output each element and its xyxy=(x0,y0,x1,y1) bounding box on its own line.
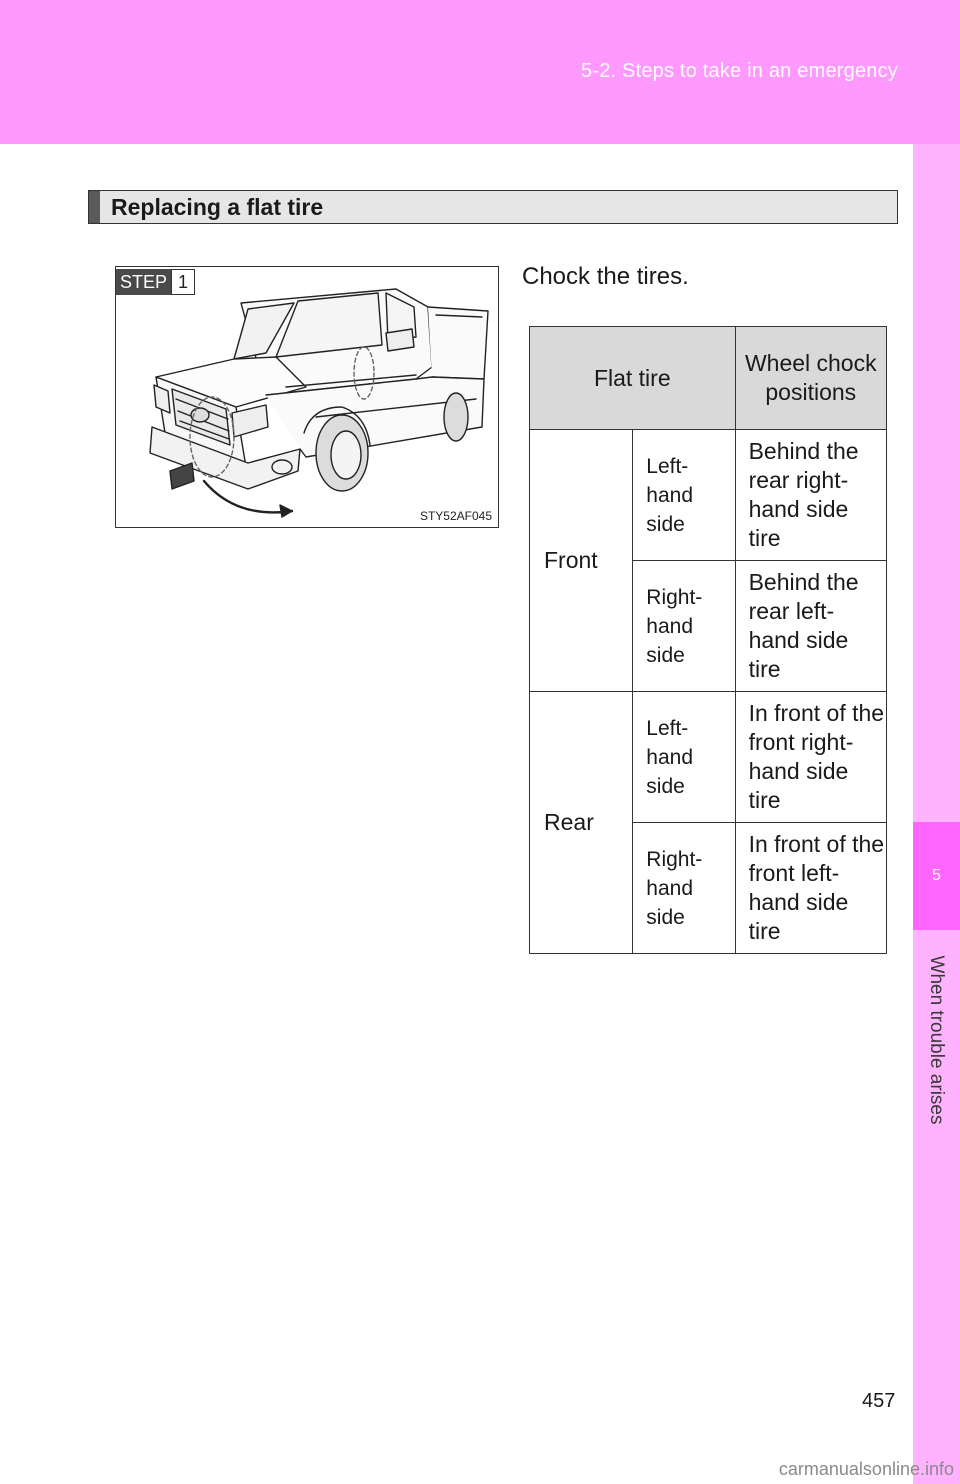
side-cell: Left-hand side xyxy=(633,430,735,561)
side-cell: Right-hand side xyxy=(633,823,735,954)
header-flat-tire: Flat tire xyxy=(530,327,736,430)
table-row xyxy=(530,692,887,823)
chock-cell: In front of the front right-hand side tire xyxy=(735,692,886,823)
side-strip xyxy=(913,144,960,1484)
truck-drawing xyxy=(116,267,499,528)
section-heading xyxy=(88,190,898,224)
figure-code: STY52AF045 xyxy=(419,509,492,523)
table-header-row xyxy=(530,327,887,430)
table-row xyxy=(530,430,887,561)
position-rear: Rear xyxy=(530,692,633,954)
chapter-label: When trouble arises xyxy=(926,955,947,1125)
watermark: carmanualsonline.info xyxy=(778,1459,954,1479)
chock-cell: Behind the rear left-hand side tire xyxy=(735,561,886,692)
wheel-chock-table xyxy=(529,326,887,954)
step-word: STEP xyxy=(116,269,171,295)
header-chock-positions: Wheel chock positions xyxy=(735,327,886,430)
side-cell: Left-hand side xyxy=(633,692,735,823)
chapter-tab xyxy=(913,822,960,930)
step-instruction: Chock the tires. xyxy=(522,263,689,290)
chock-cell: In front of the front left-hand side tire xyxy=(735,823,886,954)
page-header xyxy=(0,0,960,144)
truck-illustration xyxy=(115,266,499,528)
step-number: 1 xyxy=(171,269,195,295)
position-front: Front xyxy=(530,430,633,692)
chapter-number: 5 xyxy=(932,867,941,884)
step-badge xyxy=(116,269,195,295)
side-cell: Right-hand side xyxy=(633,561,735,692)
page-number: 457 xyxy=(862,1390,896,1412)
chock-cell: Behind the rear right-hand side tire xyxy=(735,430,886,561)
section-title: Replacing a flat tire xyxy=(111,194,324,220)
header-title: 5-2. Steps to take in an emergency xyxy=(581,60,898,82)
